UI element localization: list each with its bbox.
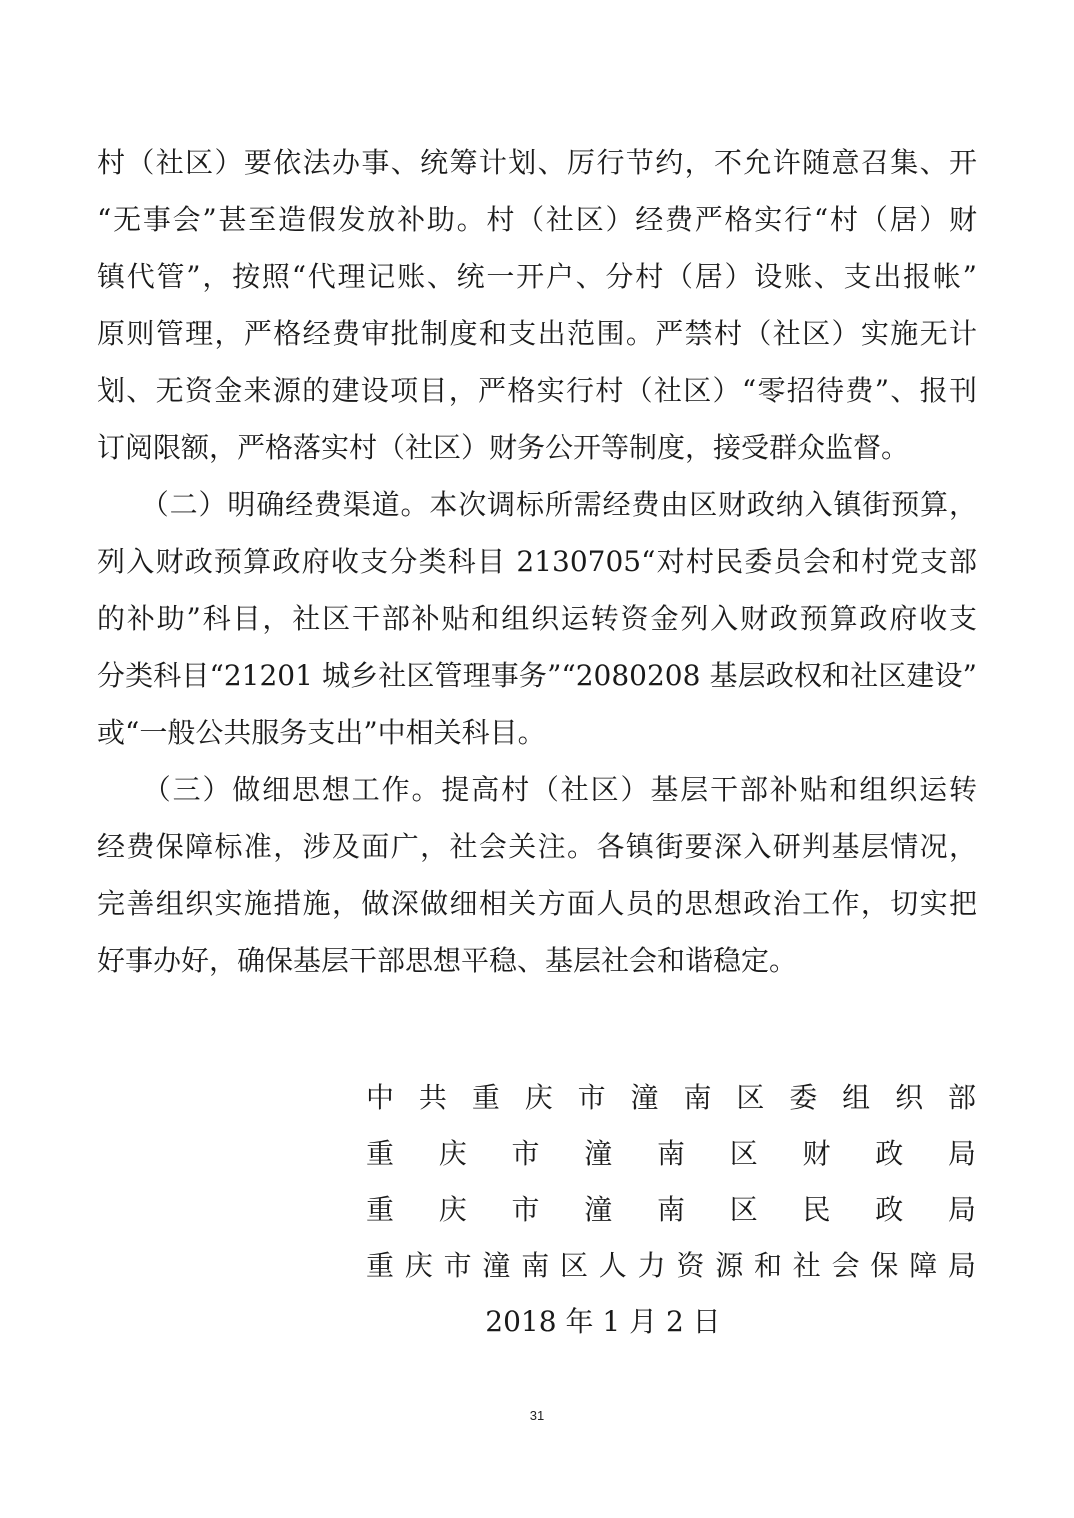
signatory-organization-department: 中 共 重 庆 市 潼 南 区 委 组 织 部 [366, 1081, 976, 1114]
paragraph-line: 订阅限额，严格落实村（社区）财务公开等制度，接受群众监督。 [97, 431, 910, 464]
paragraph-line: 好事办好，确保基层干部思想平稳、基层社会和谐稳定。 [97, 944, 798, 977]
signatory-finance-bureau: 重 庆 市 潼 南 区 财 政 局 [366, 1137, 976, 1170]
paragraph-line: （二）明确经费渠道。本次调标所需经费由区财政纳入镇街预算， [97, 488, 977, 521]
document-date: 2018 年 1 月 2 日 [485, 1305, 721, 1338]
paragraph-line: 分类科目“21201 城乡社区管理事务”“2080208 基层政权和社区建设” [97, 659, 977, 692]
paragraph-line: 划、无资金来源的建设项目，严格实行村（社区）“零招待费”、报刊 [97, 374, 977, 407]
paragraph-line: “无事会”甚至造假发放补助。村（社区）经费严格实行“村（居）财 [97, 203, 977, 236]
signatory-hr-social-security-bureau: 重 庆 市 潼 南 区 人 力 资 源 和 社 会 保 障 局 [366, 1249, 976, 1282]
paragraph-line: 完善组织实施措施，做深做细相关方面人员的思想政治工作，切实把 [97, 887, 977, 920]
paragraph-line: 列入财政预算政府收支分类科目 2130705“对村民委员会和村党支部 [97, 545, 977, 578]
paragraph-line: 原则管理，严格经费审批制度和支出范围。严禁村（社区）实施无计 [97, 317, 977, 350]
paragraph-line: 经费保障标准，涉及面广，社会关注。各镇街要深入研判基层情况， [97, 830, 977, 863]
paragraph-line: （三）做细思想工作。提高村（社区）基层干部补贴和组织运转 [97, 773, 977, 806]
page-number: 31 [529, 1408, 545, 1423]
paragraph-line: 村（社区）要依法办事、统筹计划、厉行节约，不允许随意召集、开 [97, 146, 977, 179]
paragraph-line: 或“一般公共服务支出”中相关科目。 [97, 716, 546, 749]
paragraph-line: 镇代管”，按照“代理记账、统一开户、分村（居）设账、支出报帐” [97, 260, 977, 293]
signatory-civil-affairs-bureau: 重 庆 市 潼 南 区 民 政 局 [366, 1193, 976, 1226]
paragraph-line: 的补助”科目，社区干部补贴和组织运转资金列入财政预算政府收支 [97, 602, 977, 635]
